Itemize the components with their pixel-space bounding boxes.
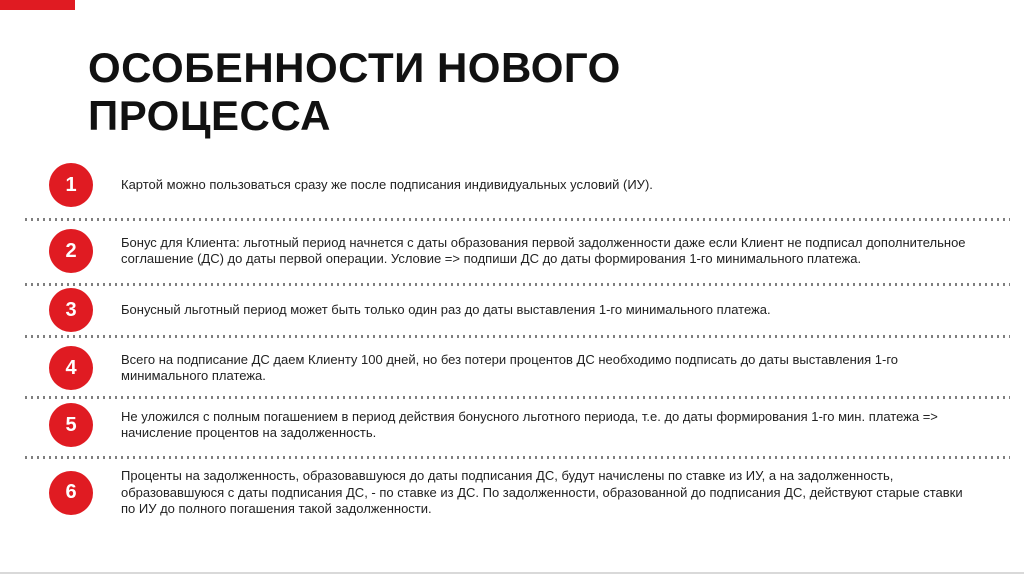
list-item bbox=[49, 346, 966, 390]
item-number-badge: 2 bbox=[49, 229, 93, 273]
dotted-separator bbox=[25, 396, 1010, 399]
item-text: Картой можно пользоваться сразу же после подписания индивидуальных условий (ИУ). bbox=[121, 176, 653, 192]
page-title bbox=[88, 44, 621, 140]
item-number-badge: 6 bbox=[49, 471, 93, 515]
list-item bbox=[49, 229, 966, 273]
title-line-1: ОСОБЕННОСТИ НОВОГО bbox=[88, 44, 621, 91]
item-text: Проценты на задолженность, образовавшуюся до даты подписания ДС, будут начислены по ставке из ИУ, а на задолженность, образовавшуюся с даты подписания ДС, - по ставке из ДС. По задолженности, образованной до подписания ДС, действуют старые ставки по ИУ до полного погашения такой задолженности. bbox=[121, 468, 963, 516]
item-number-badge: 1 bbox=[49, 163, 93, 207]
list-item bbox=[49, 468, 966, 518]
dotted-separator bbox=[25, 335, 1010, 338]
item-number-badge: 3 bbox=[49, 288, 93, 332]
item-text: Бонусный льготный период может быть только один раз до даты выставления 1-го минимального платежа. bbox=[121, 301, 771, 317]
dotted-separator bbox=[25, 218, 1010, 221]
list-item bbox=[49, 288, 966, 332]
title-line-2: ПРОЦЕССА bbox=[88, 92, 331, 139]
item-text: Не уложился с полным погашением в период действия бонусного льготного периода, т.е. до даты формирования 1-го мин. платежа => начисление процентов на задолженность. bbox=[121, 408, 938, 440]
list-item bbox=[49, 163, 966, 207]
item-text: Всего на подписание ДС даем Клиенту 100 дней, но без потери процентов ДС необходимо подписать до даты выставления 1-го минимального платежа. bbox=[121, 351, 899, 383]
item-number-badge: 4 bbox=[49, 346, 93, 390]
dotted-separator bbox=[25, 456, 1010, 459]
item-number-badge: 5 bbox=[49, 403, 93, 447]
item-text: Бонус для Клиента: льготный период начнется с даты образования первой задолженности даже если Клиент не подписал дополнительное соглашение (ДС) до даты первой операции. Условие => подпиши ДС до даты формирования 1-го минимального платежа. bbox=[121, 234, 966, 266]
dotted-separator bbox=[25, 283, 1010, 286]
red-accent-bar bbox=[0, 0, 75, 10]
list-item bbox=[49, 403, 966, 447]
